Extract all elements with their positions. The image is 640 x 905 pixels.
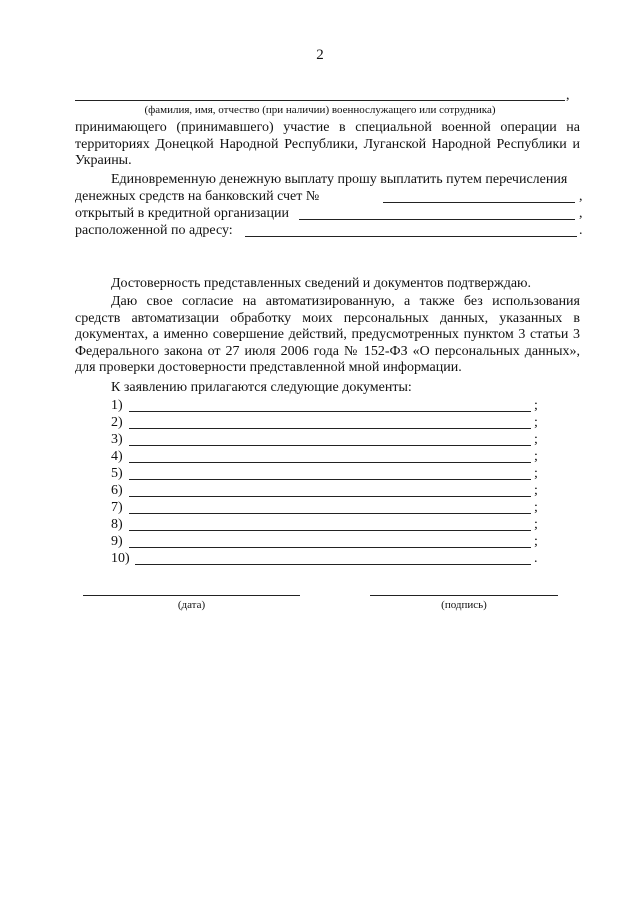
address-row — [75, 222, 585, 239]
attachment-number: 8) — [111, 517, 123, 532]
address-period: . — [579, 223, 583, 238]
attachment-row — [111, 465, 551, 482]
attachment-field[interactable] — [129, 547, 531, 548]
attachment-number: 9) — [111, 534, 123, 549]
attachments-heading: К заявлению прилагаются следующие документы: — [111, 380, 412, 395]
name-caption: (фамилия, имя, отчество (при наличии) военнослужащего или сотрудника) — [144, 104, 496, 116]
attachment-end: . — [534, 551, 538, 566]
name-trailing-comma: , — [566, 88, 570, 103]
attachment-field[interactable] — [129, 445, 531, 446]
attachment-number: 3) — [111, 432, 123, 447]
attachment-row — [111, 499, 551, 516]
attachment-row — [111, 550, 551, 567]
attachment-number: 10) — [111, 551, 130, 566]
attachment-row — [111, 414, 551, 431]
page-number: 2 — [316, 47, 324, 63]
bank-row — [75, 205, 585, 222]
account-label: денежных средств на банковский счет № — [75, 189, 320, 204]
attachment-row — [111, 431, 551, 448]
bank-label: открытый в кредитной организации — [75, 206, 289, 221]
address-label: расположенной по адресу: — [75, 223, 233, 238]
signature-caption: (подпись) — [441, 599, 487, 611]
attachment-number: 6) — [111, 483, 123, 498]
attachment-end: ; — [534, 415, 538, 430]
attachment-row — [111, 448, 551, 465]
attachment-row — [111, 533, 551, 550]
attachment-field[interactable] — [129, 462, 531, 463]
attachment-number: 1) — [111, 398, 123, 413]
attachment-field[interactable] — [129, 496, 531, 497]
date-field[interactable] — [83, 595, 300, 596]
attachment-end: ; — [534, 398, 538, 413]
confirmation-text: Достоверность представленных сведений и документов подтверждаю. — [111, 276, 531, 291]
attachment-row — [111, 397, 551, 414]
attachment-end: ; — [534, 483, 538, 498]
consent-paragraph: Даю свое согласие на автоматизированную, а также без использования средств автоматизации обработку моих персональных данных, указанных в документах, а именно совершение действий, предусмотренных пунктом 3 статьи 3 Федерального закона от 27 июля 2006 года № 152-ФЗ «О персональных данных», для проверки достоверности представленной мной информации. — [75, 294, 580, 375]
attachment-field[interactable] — [129, 411, 531, 412]
attachment-row — [111, 516, 551, 533]
attachment-end: ; — [534, 500, 538, 515]
account-row — [75, 188, 585, 205]
attachment-number: 5) — [111, 466, 123, 481]
attachment-end: ; — [534, 534, 538, 549]
attachment-end: ; — [534, 517, 538, 532]
bank-comma: , — [579, 206, 583, 221]
attachment-field[interactable] — [129, 530, 531, 531]
attachment-number: 7) — [111, 500, 123, 515]
account-comma: , — [579, 189, 583, 204]
attachment-field[interactable] — [129, 479, 531, 480]
attachment-row — [111, 482, 551, 499]
date-caption: (дата) — [177, 599, 206, 611]
attachment-end: ; — [534, 449, 538, 464]
name-fill-line[interactable] — [75, 100, 565, 101]
account-number-field[interactable] — [383, 202, 575, 203]
attachment-number: 4) — [111, 449, 123, 464]
attachment-end: ; — [534, 466, 538, 481]
attachment-field[interactable] — [135, 564, 531, 565]
address-field[interactable] — [245, 236, 577, 237]
bank-name-field[interactable] — [299, 219, 575, 220]
attachment-end: ; — [534, 432, 538, 447]
signature-field[interactable] — [370, 595, 558, 596]
intro-paragraph: принимающего (принимавшего) участие в специальной военной операции на территориях Донецкой Народной Республики, Луганской Народной Республики и Украины. — [75, 120, 580, 168]
payment-line1: Единовременную денежную выплату прошу выплатить путем перечисления — [111, 172, 568, 187]
attachment-field[interactable] — [129, 513, 531, 514]
attachment-field[interactable] — [129, 428, 531, 429]
attachment-number: 2) — [111, 415, 123, 430]
